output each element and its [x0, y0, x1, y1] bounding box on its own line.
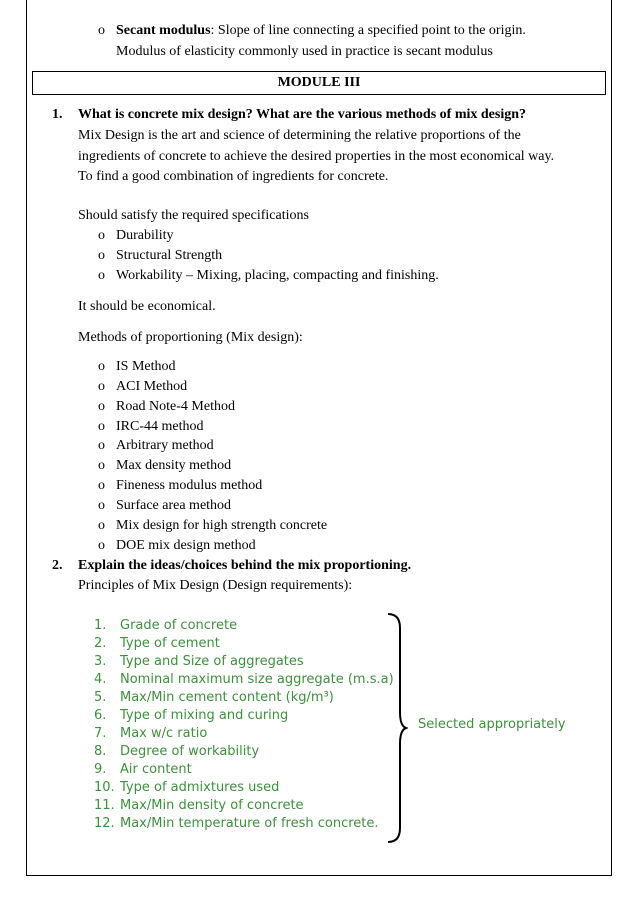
bullet-marker: o: [98, 419, 105, 434]
bullet-marker: o: [98, 458, 105, 473]
q2-question: Explain the ideas/choices behind the mix proportioning.: [78, 558, 412, 573]
spec-item: Workability – Mixing, placing, compacting and finishing.: [116, 268, 439, 283]
method-item: Surface area method: [116, 498, 232, 513]
requirement-text: Type of cement: [120, 636, 220, 651]
q2-intro: Principles of Mix Design (Design requirements):: [78, 578, 353, 593]
bullet-marker: o: [98, 379, 105, 394]
secant-modulus-note: Modulus of elasticity commonly used in practice is secant modulus: [116, 44, 493, 59]
requirement-item: [94, 671, 394, 689]
secant-modulus-term: Secant modulus: [116, 23, 211, 38]
requirement-item: [94, 779, 279, 797]
method-item: Road Note-4 Method: [116, 399, 235, 414]
requirement-number: 10.: [94, 780, 115, 795]
methods-heading: Methods of proportioning (Mix design):: [78, 330, 303, 345]
bullet-marker: o: [98, 518, 105, 533]
spec-item: Durability: [116, 228, 174, 243]
brace-label: Selected appropriately: [418, 717, 566, 732]
bullet-marker: o: [98, 268, 105, 283]
requirement-number: 4.: [94, 672, 107, 687]
requirement-number: 9.: [94, 762, 107, 777]
q1-para-line: ingredients of concrete to achieve the desired properties in the most economical way.: [78, 149, 555, 164]
requirement-text: Max/Min density of concrete: [120, 798, 304, 813]
secant-modulus-definition: : Slope of line connecting a specified point to the origin.: [210, 23, 526, 38]
requirement-number: 5.: [94, 690, 107, 705]
requirement-item: [94, 761, 192, 779]
requirement-item: [94, 725, 207, 743]
q1-question: What is concrete mix design? What are the various methods of mix design?: [78, 107, 526, 122]
curly-brace-icon: [384, 612, 408, 844]
secant-modulus-line: [116, 22, 526, 40]
bullet-marker: o: [98, 23, 105, 38]
requirement-text: Max w/c ratio: [120, 726, 208, 741]
module-title: MODULE III: [32, 71, 606, 95]
requirement-item: [94, 797, 304, 815]
requirement-text: Nominal maximum size aggregate (m.s.a): [120, 672, 394, 687]
method-item: IRC-44 method: [116, 419, 204, 434]
q1-para-line: To find a good combination of ingredients for concrete.: [78, 169, 389, 184]
requirement-item: [94, 617, 237, 635]
requirement-item: [94, 707, 288, 725]
requirement-number: 12.: [94, 816, 115, 831]
method-item: DOE mix design method: [116, 538, 256, 553]
bullet-marker: o: [98, 498, 105, 513]
q1-para-line: Mix Design is the art and science of determining the relative proportions of the: [78, 128, 521, 143]
method-item: Mix design for high strength concrete: [116, 518, 328, 533]
requirement-number: 8.: [94, 744, 107, 759]
bullet-marker: o: [98, 228, 105, 243]
method-item: Max density method: [116, 458, 232, 473]
method-item: ACI Method: [116, 379, 188, 394]
requirement-number: 11.: [94, 798, 115, 813]
requirement-number: 3.: [94, 654, 107, 669]
bullet-marker: o: [98, 359, 105, 374]
requirement-number: 2.: [94, 636, 107, 651]
q2-number: 2.: [52, 558, 63, 573]
requirement-text: Degree of workability: [120, 744, 260, 759]
requirement-text: Max/Min cement content (kg/m³): [120, 690, 334, 705]
requirement-item: [94, 743, 259, 761]
bullet-marker: o: [98, 478, 105, 493]
q1-number: 1.: [52, 107, 63, 122]
requirement-item: [94, 635, 220, 653]
requirement-text: Air content: [120, 762, 192, 777]
method-item: IS Method: [116, 359, 176, 374]
requirement-number: 1.: [94, 618, 107, 633]
bullet-marker: o: [98, 438, 105, 453]
requirement-number: 7.: [94, 726, 107, 741]
spec-item: Structural Strength: [116, 248, 223, 263]
method-item: Fineness modulus method: [116, 478, 263, 493]
economical-note: It should be economical.: [78, 299, 216, 314]
requirement-text: Type of admixtures used: [120, 780, 280, 795]
method-item: Arbitrary method: [116, 438, 214, 453]
requirement-item: [94, 815, 379, 833]
requirement-text: Max/Min temperature of fresh concrete.: [120, 816, 379, 831]
should-satisfy-heading: Should satisfy the required specifications: [78, 208, 309, 223]
requirement-text: Type and Size of aggregates: [120, 654, 304, 669]
requirement-text: Type of mixing and curing: [120, 708, 289, 723]
bullet-marker: o: [98, 248, 105, 263]
requirement-item: [94, 653, 304, 671]
bullet-marker: o: [98, 538, 105, 553]
requirement-text: Grade of concrete: [120, 618, 238, 633]
bullet-marker: o: [98, 399, 105, 414]
requirement-number: 6.: [94, 708, 107, 723]
requirement-item: [94, 689, 334, 707]
